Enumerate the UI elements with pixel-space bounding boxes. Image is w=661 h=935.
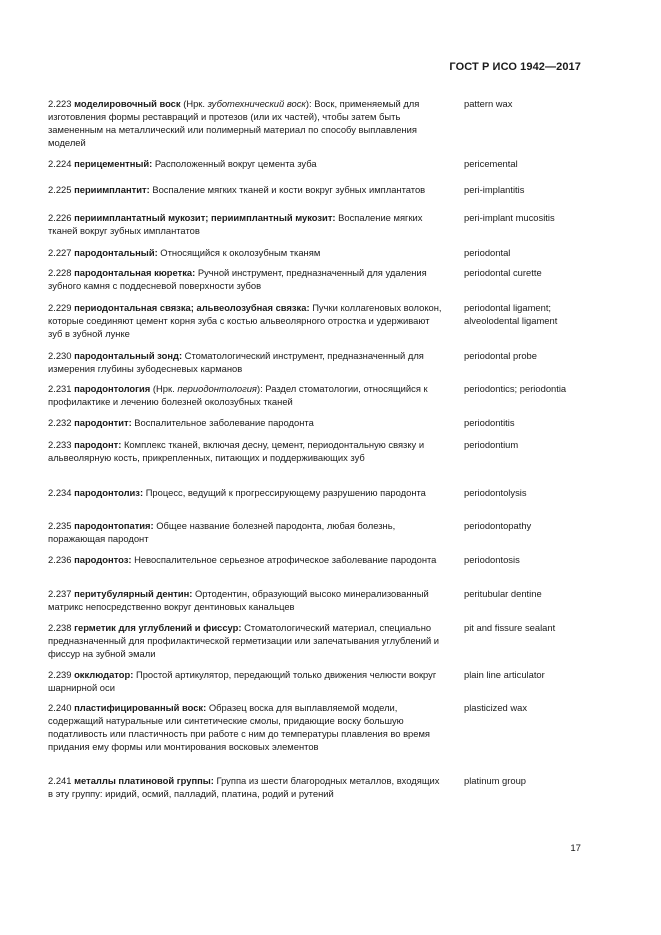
- term-number: 2.235: [48, 520, 72, 531]
- page-number: 17: [570, 843, 581, 854]
- term-english: periodontal probe: [464, 350, 537, 361]
- term-english: periodontolysis: [464, 487, 527, 498]
- term-definition: Общее название болезней пародонта, любая болезнь, поражающая пародонт: [48, 520, 396, 545]
- term-entry: [48, 701, 594, 753]
- term-definition-ru: [48, 519, 442, 545]
- term-number: 2.228: [48, 267, 72, 278]
- term-entry: [48, 519, 594, 545]
- term-number: 2.236: [48, 554, 72, 565]
- term-name: пародонтальный:: [74, 247, 158, 258]
- term-definition-ru: [48, 553, 442, 566]
- term-name: моделировочный воск: [74, 98, 181, 109]
- term-english: platinum group: [464, 775, 527, 786]
- term-definition-ru: [48, 416, 442, 429]
- term-english: plasticized wax: [464, 702, 528, 713]
- term-english: periodontium: [464, 439, 519, 450]
- term-name: пародонтология: [74, 383, 151, 394]
- term-english: plain line articulator: [464, 669, 545, 680]
- term-note: зуботехнический воск: [207, 98, 306, 109]
- term-name: периимплантатный мукозит; периимплантный мукозит:: [74, 212, 336, 223]
- term-definition: Простой артикулятор, передающий только движения челюсти вокруг шарнирной оси: [48, 669, 437, 694]
- term-definition: Воспалительное заболевание пародонта: [131, 417, 314, 428]
- term-definition-ru: [48, 97, 442, 149]
- term-definition: Пучки коллагеновых волокон, которые соединяют цемент корня зуба с костью альвеолярного отростка и удерживают зуб в зубной лунке: [48, 302, 442, 340]
- term-name: пародонтоз:: [74, 554, 132, 565]
- term-entry: [48, 668, 594, 694]
- term-entry: [48, 587, 594, 613]
- term-name: пародонтолиз:: [74, 487, 144, 498]
- term-number: 2.224: [48, 158, 72, 169]
- term-definition-ru: [48, 438, 442, 464]
- term-number: 2.238: [48, 622, 72, 633]
- term-name: герметик для углублений и фиссур:: [74, 622, 242, 633]
- term-number: 2.237: [48, 588, 72, 599]
- term-english: periodontal: [464, 247, 511, 258]
- term-definition-ru: [48, 211, 442, 237]
- term-english: pattern wax: [464, 98, 513, 109]
- term-number: 2.227: [48, 247, 72, 258]
- term-name: перицементный:: [74, 158, 153, 169]
- term-entry: [48, 486, 594, 499]
- term-name: пародонтальный зонд:: [74, 350, 183, 361]
- term-name: периимплантит:: [74, 184, 150, 195]
- term-number: 2.240: [48, 702, 72, 713]
- term-definition-ru: [48, 621, 442, 660]
- term-definition: Образец воска для выплавляемой модели, содержащий натуральные или синтетические смолы, придающие воску большую податливость или пластичность при работе с ним до температуры плавления во время придания ему формы или монтирования восковых элементов: [48, 702, 431, 753]
- term-name: пластифицированный воск:: [74, 702, 207, 713]
- term-note-suffix: ): [256, 383, 261, 394]
- term-entry: [48, 183, 594, 196]
- term-number: 2.225: [48, 184, 72, 195]
- term-definition: Воспаление мягких тканей вокруг зубных имплантатов: [48, 212, 423, 237]
- term-english: peri-implant mucositis: [464, 212, 555, 223]
- term-number: 2.233: [48, 439, 72, 450]
- term-english: pericemental: [464, 158, 518, 169]
- term-definition: Комплекс тканей, включая десну, цемент, периодонтальную связку и альвеолярную кость, прикрепленных, питающих и поддерживающих зуб: [48, 439, 425, 464]
- term-entry: [48, 157, 594, 170]
- term-number: 2.223: [48, 98, 72, 109]
- term-definition-ru: [48, 486, 442, 499]
- term-definition-ru: [48, 701, 442, 753]
- term-number: 2.229: [48, 302, 72, 313]
- term-english: periodontics; periodontia: [464, 383, 567, 394]
- term-english: periodontosis: [464, 554, 520, 565]
- term-name: пародонтальная кюретка:: [74, 267, 196, 278]
- term-definition: Ортодентин, образующий высоко минерализованный матрикс непосредственно вокруг дентиновых канальцев: [48, 588, 429, 613]
- term-entry: [48, 97, 594, 149]
- term-definition-ru: [48, 183, 442, 196]
- term-number: 2.230: [48, 350, 72, 361]
- term-english: peritubular dentine: [464, 588, 542, 599]
- term-number: 2.241: [48, 775, 72, 786]
- term-entry: [48, 246, 594, 259]
- term-definition: Расположенный вокруг цемента зуба: [152, 158, 317, 169]
- term-definition-ru: [48, 774, 442, 800]
- term-english: pit and fissure sealant: [464, 622, 556, 633]
- term-definition: Процесс, ведущий к прогрессирующему разрушению пародонта: [143, 487, 426, 498]
- term-english: periodontal curette: [464, 267, 542, 278]
- term-entry: [48, 266, 594, 292]
- term-name: металлы платиновой группы:: [74, 775, 214, 786]
- term-number: 2.232: [48, 417, 72, 428]
- term-entry: [48, 438, 594, 464]
- term-entry: [48, 349, 594, 375]
- term-definition-ru: [48, 349, 442, 375]
- term-name: периодонтальная связка; альвеолозубная связка:: [74, 302, 310, 313]
- term-note-prefix: (Нрк.: [150, 383, 178, 394]
- term-number: 2.231: [48, 383, 72, 394]
- term-note-prefix: (Нрк.: [180, 98, 208, 109]
- term-definition-ru: [48, 157, 442, 170]
- term-number: 2.239: [48, 669, 72, 680]
- term-definition: Стоматологический инструмент, предназначенный для измерения глубины зубодесневых карманов: [48, 350, 424, 375]
- term-definition: Группа из шести благородных металлов, входящих в эту группу: иридий, осмий, палладий, платина, родий и рутений: [48, 775, 440, 800]
- term-number: 2.234: [48, 487, 72, 498]
- term-english: periodontitis: [464, 417, 515, 428]
- term-entry: [48, 211, 594, 237]
- term-definition-ru: [48, 382, 442, 408]
- term-definition: Воспаление мягких тканей и кости вокруг зубных имплантатов: [149, 184, 426, 195]
- term-name: пародонтит:: [74, 417, 132, 428]
- term-definition: Ручной инструмент, предназначенный для удаления зубного камня с поддесневой поверхности зубов: [48, 267, 427, 292]
- term-definition: Стоматологический материал, специально предназначенный для профилактической герметизации или запечатывания углублений и фиссур на зубной эмали: [48, 622, 440, 660]
- term-definition-ru: [48, 246, 442, 259]
- term-entry: [48, 621, 594, 660]
- term-definition-ru: [48, 587, 442, 613]
- term-entry: [48, 416, 594, 429]
- term-entry: [48, 382, 594, 408]
- term-entry: [48, 774, 594, 800]
- page-header-title: ГОСТ Р ИСО 1942—2017: [449, 61, 581, 73]
- term-name: окклюдатор:: [74, 669, 134, 680]
- term-definition: Невоспалительное серьезное атрофическое заболевание пародонта: [131, 554, 437, 565]
- term-note: периодонтология: [177, 383, 257, 394]
- term-definition: Относящийся к околозубным тканям: [157, 247, 321, 258]
- term-definition-ru: [48, 668, 442, 694]
- term-note-suffix: ): [305, 98, 309, 109]
- term-entry: [48, 301, 594, 340]
- term-english: peri-implantitis: [464, 184, 525, 195]
- term-definition: : Воск, применяемый для изготовления формы реставраций и протезов (или их частей), чтобы затем быть замененным на металлический или полимерный материал по способу выплавления моделей: [48, 98, 420, 149]
- term-english: periodontal ligament; alveolodental ligament: [464, 302, 558, 327]
- term-english: periodontopathy: [464, 520, 532, 531]
- term-name: перитубулярный дентин:: [74, 588, 193, 599]
- term-entry: [48, 553, 594, 566]
- term-number: 2.226: [48, 212, 72, 223]
- term-definition: : Раздел стоматологии, относящийся к профилактике и лечению болезней околозубных тканей: [48, 383, 428, 408]
- term-name: пародонтопатия:: [74, 520, 154, 531]
- term-definition-ru: [48, 266, 442, 292]
- term-definition-ru: [48, 301, 442, 340]
- term-name: пародонт:: [74, 439, 122, 450]
